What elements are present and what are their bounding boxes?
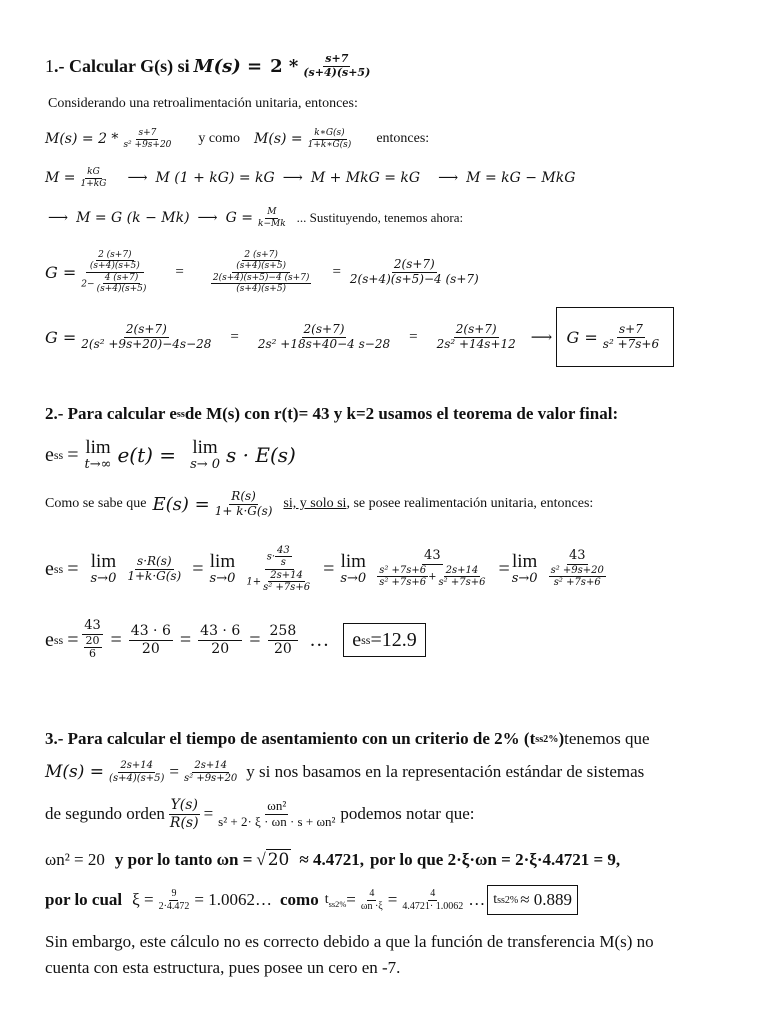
- step-3-line: [0, 202, 768, 234]
- result-e: e: [352, 628, 362, 651]
- xi-line: [0, 880, 768, 920]
- equals-sign: =: [67, 628, 79, 651]
- ts-fraction-1: [359, 888, 385, 912]
- equals-sign: =: [192, 557, 204, 580]
- arrow-icon: ⟶: [438, 170, 459, 186]
- inner-fraction: [234, 250, 288, 272]
- ts-symbol: [325, 892, 347, 909]
- m-fraction-2: [306, 128, 354, 150]
- fraction-r1: [82, 619, 104, 661]
- limit-3: [340, 552, 366, 586]
- ellipsis: …: [468, 890, 486, 909]
- equals-sign: =: [346, 890, 356, 909]
- e-of-t: e(t) =: [117, 443, 177, 467]
- known-relation-line: [0, 484, 768, 524]
- equals-sign: =: [110, 628, 122, 651]
- inner-numerator: 2s+14: [445, 564, 479, 576]
- heading-text: .- Calcular G(s) si: [54, 55, 190, 76]
- step-1-line: [0, 124, 768, 154]
- equals-sign: =: [387, 890, 398, 909]
- eq-b: M (1 + kG) = kG: [155, 170, 275, 186]
- second-order-line: [0, 790, 768, 838]
- fraction-e2: [244, 545, 314, 594]
- e-symbol: e: [45, 628, 54, 651]
- heading-denominator: (s+4)(s+5): [303, 65, 371, 79]
- g-fraction: [256, 207, 288, 229]
- inner-numerator: 20: [85, 633, 100, 647]
- equals-sign: =: [498, 557, 510, 580]
- heading-coefficient: 2 *: [270, 55, 299, 77]
- compound-b-numerator: [232, 250, 290, 273]
- t-sub: ss2%: [497, 894, 519, 906]
- t-letter: t: [493, 892, 498, 907]
- limit-2: [210, 552, 236, 586]
- arrow-icon: ⟶: [48, 210, 69, 226]
- result-fraction: [601, 323, 661, 352]
- lim-under: s→0: [340, 571, 367, 587]
- omega-line: [0, 844, 768, 876]
- inner-denominator: s² +7s+6: [438, 577, 486, 589]
- approx-value: ≈ 4.4721,: [299, 850, 364, 869]
- result-box-ts: [487, 885, 578, 915]
- one-plus: 1+: [246, 576, 262, 587]
- arrow-icon: ⟶: [530, 329, 553, 346]
- heading-lhs: M(s) =: [193, 55, 263, 77]
- equals-sign: =: [169, 762, 179, 781]
- inner-numerator: 43: [277, 544, 290, 556]
- podemos-notar-text: podemos notar que:: [340, 804, 475, 823]
- conclusion-line-2: cuenta con esta estructura, pues posee un cero en -7.: [45, 958, 401, 977]
- 5b-numerator: 2(s+7): [303, 321, 345, 336]
- conclusion-line-1: Sin embargo, este cálculo no es correcto debido a que la función de transferencia M(s) no: [45, 932, 654, 951]
- g-lhs: G =: [225, 210, 253, 226]
- equals-sign: =: [230, 328, 239, 345]
- si-y-solo-si-text: si, y solo si: [283, 496, 347, 511]
- fraction-e4: [547, 549, 608, 589]
- section-2-heading: [0, 400, 768, 428]
- limit-s: [190, 438, 220, 472]
- ma-denominator: (s+4)(s+5): [109, 772, 165, 784]
- e1-denominator: 1+k·G(s): [127, 568, 182, 583]
- eq-a-lhs: M =: [45, 170, 76, 186]
- e-symbol: e: [45, 443, 54, 466]
- m-fraction: [121, 128, 173, 150]
- limit-1: [91, 552, 117, 586]
- inner-denominator: (s+4)(s+5): [96, 283, 147, 294]
- arrow-icon: ⟶: [127, 170, 148, 186]
- r-denominator: R(s): [169, 814, 199, 831]
- ts2-numerator: 4: [430, 888, 436, 899]
- inner-numerator: 2(s+4)(s+5)−4 (s+7): [212, 272, 310, 283]
- fraction-5a: [79, 323, 213, 352]
- e-of-s-denominator: 1+ k·G(s): [214, 503, 273, 518]
- e4-denominator: [547, 565, 608, 589]
- inner-numerator: s² +7s+6: [379, 564, 427, 576]
- xi-numerator: 9: [171, 888, 177, 899]
- compound-b-denominator: [209, 273, 314, 295]
- g-numerator: M: [267, 207, 277, 218]
- e3-denominator: [375, 565, 489, 589]
- por-lo-que-text: por lo que 2·ξ·ωn = 2·ξ·4.4721 = 9,: [369, 850, 621, 869]
- lim-text: lim: [192, 437, 218, 459]
- r1-denominator: [82, 635, 104, 661]
- lim-under: s→0: [90, 571, 117, 587]
- equals-sign: =: [203, 804, 214, 823]
- equals-sign: =: [67, 557, 79, 580]
- limit-t: [85, 438, 112, 472]
- r3-numerator: 43 · 6: [200, 623, 241, 640]
- e1-numerator: s·R(s): [137, 553, 172, 568]
- e4-numerator: 43: [568, 548, 586, 564]
- lim-text: lim: [511, 551, 538, 573]
- compound-a-denominator: [79, 273, 150, 295]
- s-times-e: s · E(s): [226, 443, 296, 467]
- step-2-line: [0, 162, 768, 194]
- wn-numerator: ωn²: [267, 797, 287, 813]
- lim-text: lim: [209, 551, 236, 573]
- c-denominator: 2(s+4)(s+5)−4 (s+7): [349, 271, 479, 286]
- standard-denominator: s² + 2· ξ · ωn · s + ωn²: [218, 813, 336, 829]
- sqrt-icon: √: [256, 850, 266, 869]
- eq-a-fraction: [79, 167, 109, 189]
- compound-fraction-a: [79, 250, 150, 294]
- m-lhs: M(s) =: [45, 762, 105, 782]
- inner-numerator: s² +9s+20: [550, 564, 604, 576]
- inner-numerator: 2s+14: [270, 569, 303, 581]
- limit-4: [512, 552, 538, 586]
- ma-numerator: 2s+14: [120, 760, 154, 771]
- arrow-icon: ⟶: [197, 210, 218, 226]
- heading-post: de M(s) con r(t)= 43 y k=2 usamos el teorema de valor final:: [184, 404, 619, 423]
- heading-bold: 3.- Para calcular el tiempo de asentamiento con un criterio de 2% (t: [45, 729, 536, 748]
- ts-fraction-2: [400, 888, 465, 912]
- por-lo-tanto-text: y por lo tanto ωn =: [114, 850, 253, 869]
- fraction-5c: [435, 323, 518, 352]
- r1-numerator: 43: [84, 617, 101, 633]
- inner-fraction: [95, 273, 149, 295]
- equals-sign: =: [175, 263, 184, 280]
- inner-denominator: (s+4)(s+5): [89, 261, 140, 272]
- e-sub: ss: [53, 632, 64, 647]
- m-lhs: M(s) = 2 *: [45, 131, 119, 147]
- segundo-orden-text: de segundo orden: [45, 804, 165, 823]
- m-numerator: s+7: [138, 128, 157, 139]
- step-4-line: [0, 240, 768, 304]
- ts-value: ≈ 0.889: [520, 890, 573, 909]
- heading-number: 1: [45, 55, 54, 76]
- inner-fraction: [88, 250, 142, 272]
- fraction-r3: [198, 623, 242, 656]
- ts1-numerator: 4: [369, 888, 375, 899]
- mb-denominator: s² +9s+20: [184, 772, 238, 784]
- inner-denominator: (s+4)(s+5): [236, 261, 287, 272]
- m-fraction-b: [182, 760, 239, 784]
- e-of-s-lhs: E(s) =: [152, 493, 210, 515]
- result-sub: ss: [361, 632, 371, 647]
- heading-pre: 2.- Para calcular e: [45, 404, 177, 423]
- entonces-text: entonces:: [376, 131, 430, 146]
- 5a-numerator: 2(s+7): [125, 321, 167, 336]
- result-value: =12.9: [370, 628, 417, 651]
- g-denominator: k−Mk: [258, 218, 286, 229]
- lim-under: s→0: [511, 571, 538, 587]
- e-sub: ss: [53, 561, 64, 576]
- result-lhs: G =: [566, 327, 598, 347]
- equals-sign: =: [67, 443, 79, 466]
- xi-value: = 1.0062…: [194, 890, 272, 909]
- equals-sign: =: [323, 557, 335, 580]
- inner-denominator: s² +7s+6: [553, 577, 601, 589]
- t-letter: t: [324, 891, 329, 907]
- lim-under: s→0: [209, 571, 236, 587]
- r2-denominator: 20: [141, 640, 160, 657]
- equals-sign: =: [332, 263, 341, 280]
- inner-fraction: [549, 565, 606, 589]
- equals-sign: =: [249, 628, 261, 651]
- inner-numerator: 2 (s+7): [98, 249, 132, 260]
- xi-lhs: ξ =: [132, 890, 154, 909]
- xi-fraction: [157, 888, 192, 912]
- como-text: como: [280, 890, 319, 909]
- r4-denominator: 20: [273, 640, 292, 657]
- ts1-denominator: ωn ·ξ: [360, 900, 383, 912]
- como-se-sabe-text: Como se sabe que: [45, 496, 147, 511]
- inner-fraction: [377, 565, 428, 589]
- heading-close: ): [558, 729, 565, 748]
- inner-fraction: [211, 273, 312, 295]
- t-sub: ss2%: [328, 899, 347, 909]
- m-denominator: s² +9s+20: [123, 139, 172, 150]
- final-value-line: [0, 434, 768, 476]
- radicand: 20: [267, 850, 290, 870]
- por-lo-cual-text: por lo cual: [45, 890, 123, 909]
- lim-text: lim: [340, 551, 366, 573]
- g-lhs-3: G =: [45, 327, 77, 347]
- inner-fraction: [261, 570, 312, 594]
- inner-denominator: s: [280, 557, 286, 568]
- sqrt-expression: [256, 850, 291, 870]
- step-5-line: [0, 308, 768, 366]
- 5a-denominator: 2(s² +9s+20)−4s−28: [81, 336, 212, 351]
- c-numerator: 2(s+7): [393, 256, 435, 271]
- m-fraction-a: [107, 760, 166, 784]
- heading-sub: ss: [176, 408, 185, 420]
- result-denominator: s² +7s+6: [602, 336, 660, 351]
- compound-fraction-b: [209, 250, 314, 294]
- fraction-e1: [125, 555, 183, 584]
- representacion-text: y si nos basamos en la representación estándar de sistemas: [246, 762, 645, 781]
- e2-denominator: [244, 570, 314, 594]
- eq-d: M = kG − MkG: [466, 170, 576, 186]
- y-over-r-fraction: [168, 797, 201, 830]
- ts2-denominator: 4.4721· 1.0062: [402, 900, 464, 912]
- plus-sign: +: [428, 571, 437, 583]
- standard-form-fraction: [216, 799, 337, 830]
- inner-numerator: 4 (s+7): [104, 272, 139, 283]
- simple-fraction-c: [348, 258, 481, 287]
- xi-denominator: 2·4.472: [158, 900, 190, 912]
- lim-text: lim: [85, 437, 111, 459]
- section-1-heading: [0, 48, 768, 84]
- e-sub: ss: [53, 447, 64, 462]
- 5c-numerator: 2(s+7): [455, 321, 497, 336]
- r4-numerator: 258: [269, 623, 297, 640]
- inner-denominator: 6: [89, 647, 97, 661]
- inner-fraction: [275, 545, 292, 569]
- y-como-text: y como: [198, 131, 241, 146]
- eq-a-numerator: kG: [87, 167, 100, 178]
- s-dot: s·: [266, 551, 275, 562]
- fraction-5b: [256, 323, 392, 352]
- eq-c: M + MkG = kG: [310, 170, 421, 186]
- compound-a-numerator: [86, 250, 144, 273]
- r2-numerator: 43 · 6: [130, 623, 171, 640]
- result-numerator: s+7: [619, 321, 643, 336]
- two-minus: 2−: [81, 278, 95, 289]
- mb-numerator: 2s+14: [194, 760, 227, 771]
- lim-under: s→ 0: [190, 457, 221, 473]
- fraction-e3: [375, 549, 489, 589]
- realimentacion-text: , se posee realimentación unitaria, entonces:: [346, 496, 594, 511]
- inner-denominator: s² +7s+6: [379, 577, 427, 589]
- arrow-icon: ⟶: [282, 170, 303, 186]
- m-numerator-2: k∗G(s): [314, 128, 345, 139]
- fraction-r2: [129, 623, 173, 656]
- lim-under: t→∞: [84, 457, 112, 473]
- r3-denominator: 20: [211, 640, 230, 657]
- ellipsis: …: [309, 628, 330, 651]
- e2-numerator: [265, 545, 294, 570]
- inner-numerator: 2 (s+7): [244, 249, 278, 260]
- inner-denominator: (s+4)(s+5): [236, 283, 287, 294]
- heading-numerator: s+7: [325, 51, 349, 65]
- heading-sub: ss2%: [535, 733, 559, 745]
- result-box-ess: [343, 623, 426, 657]
- ess-result-line: [0, 612, 768, 668]
- heading-fraction: [301, 53, 372, 79]
- m-lhs-2: M(s) =: [254, 131, 303, 147]
- eq-a-denominator: 1+kG: [80, 178, 107, 189]
- e-of-s-fraction: [213, 490, 275, 519]
- equals-sign: =: [409, 328, 418, 345]
- m-transfer-line: [0, 754, 768, 790]
- equals-sign: =: [179, 628, 192, 651]
- g-lhs-2: G =: [45, 262, 77, 282]
- heading-tail: tenemos que: [564, 729, 650, 748]
- intro-text: Considerando una retroalimentación unitaria, entonces:: [48, 96, 358, 111]
- m-denominator-2: 1+k∗G(s): [307, 139, 352, 150]
- eq-e: M = G (k − Mk): [76, 210, 190, 226]
- 5b-denominator: 2s² +18s+40−4 s−28: [257, 336, 391, 351]
- ess-expansion-line: [0, 532, 768, 606]
- inner-fraction: [84, 635, 102, 661]
- inner-denominator: s² +7s+6: [263, 582, 311, 593]
- result-box-g: [556, 307, 674, 367]
- fraction-r4: [268, 623, 299, 656]
- y-numerator: Y(s): [170, 797, 198, 814]
- e3-numerator: 43: [424, 548, 441, 564]
- section-3-heading: [0, 726, 768, 752]
- wn-squared: ωn² = 20: [45, 850, 105, 869]
- sustituyendo-text: ... Sustituyendo, tenemos ahora:: [296, 210, 464, 225]
- inner-fraction: [437, 565, 488, 589]
- 5c-denominator: 2s² +14s+12: [436, 336, 516, 351]
- e-of-s-numerator: R(s): [231, 488, 256, 503]
- e-symbol: e: [45, 557, 54, 580]
- lim-text: lim: [90, 551, 117, 573]
